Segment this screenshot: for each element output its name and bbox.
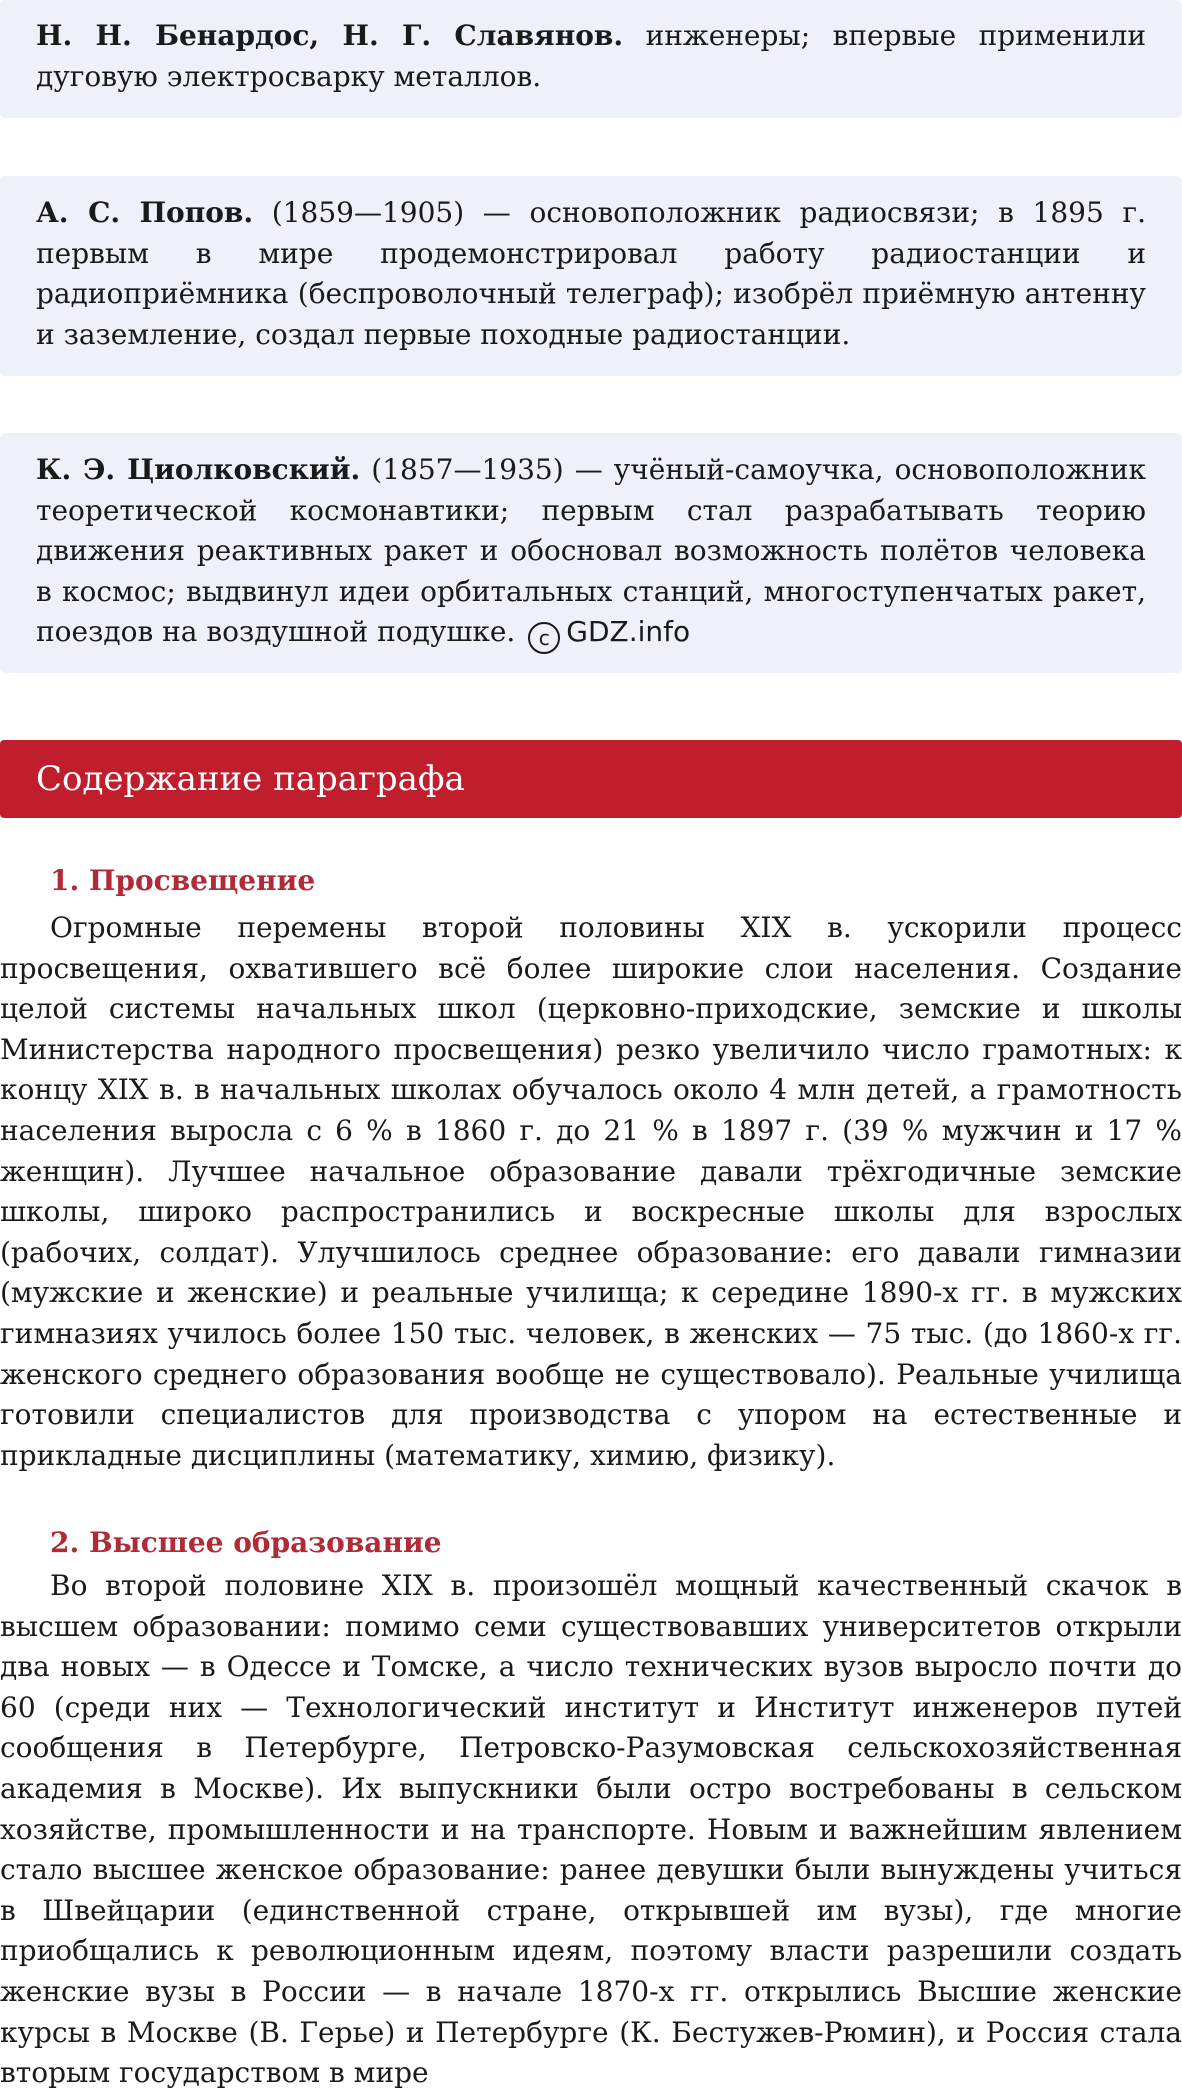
person-card-tsiolkovsky [0,433,1182,673]
person-name: К. Э. Циолковский. [36,453,361,486]
section-title: Содержание параграфа [36,759,465,799]
person-name: Н. Н. Бенардос, Н. Г. Славянов. [36,19,624,52]
subsection-heading-enlightenment: 1. Просвещение [50,864,316,897]
person-description: (1857—1935) — учёный-самоучка, основоположник теоретической космонавтики; первым стал разрабатывать теорию движения реактивных ракет и обосновал возможность полётов человека в космос; выдвинул идеи орбитальных станций, многоступенчатых ракет, поездов на воздушной подушке. [36,453,1146,648]
copyright-brand: GDZ.info [566,615,691,648]
person-name: А. С. Попов. [36,196,254,229]
person-card-popov [0,176,1182,376]
person-description: инженеры; впервые применили дуговую электросварку металлов. [36,19,1147,93]
subsection-paragraph-enlightenment: Огромные перемены второй половины XIX в. ускорили процесс просвещения, охватившего всё более широкие слои населения. Создание целой системы начальных школ (церковно-приходские, земские и школы Министерства народного просвещения) резко увеличило число грамотных: к концу XIX в. в начальных школах обучалось около 4 млн детей, а грамотность населения выросла с 6 % в 1860 г. до 21 % в 1897 г. (39 % мужчин и 17 % женщин). Лучшее начальное образование давали трёхгодичные земские школы, широко распространились и воскресные школы для взрослых (рабочих, солдат). Улучшилось среднее образование: его давали гимназии (мужские и женские) и реальные училища; к середине 1890-х гг. в мужских гимназиях училось более 150 тыс. человек, в женских — 75 тыс. (до 1860-х гг. женского среднего образования вообще не существовало). Реальные училища готовили специалистов для производства с упором на естественные и прикладные дисциплины (математику, химию, физику). [0,911,1182,1472]
subsection-heading-higher-education: 2. Высшее образование [50,1526,442,1559]
section-title-bar [0,740,1182,818]
copyright-icon: c [528,622,560,654]
subsection-paragraph-higher-education: Во второй половине XIX в. произошёл мощный качественный скачок в высшем образовании: помимо семи существовавших университетов открыли два новых — в Одессе и Томске, а число технических вузов выросло почти до 60 (среди них — Технологический институт и Институт инженеров путей сообщения в Петербурге, Петровско-Разумовская сельскохозяйственная академия в Москве). Их выпускники были остро востребованы в сельском хозяйстве, промышленности и на транспорте. Новым и важнейшим явлением стало высшее женское образование: ранее девушки были вынуждены учиться в Швейцарии (единственной стране, открывшей им вузы), где многие приобщались к революционным идеям, поэтому власти разрешили создать женские вузы в России — в начале 1870-х гг. открылись Высшие женские курсы в Москве (В. Герье) и Петербурге (К. Бестужев-Рюмин), и Россия стала вторым государством в мире [0,1569,1182,2090]
person-card-benardos-slavyanov [0,0,1182,118]
person-description: (1859—1905) — основоположник радиосвязи; в 1895 г. первым в мире продемонстрировал работу радиостанции и радиоприёмника (беспроволочный телеграф); изобрёл приёмную антенну и заземление, создал первые походные радиостанции. [36,196,1146,351]
